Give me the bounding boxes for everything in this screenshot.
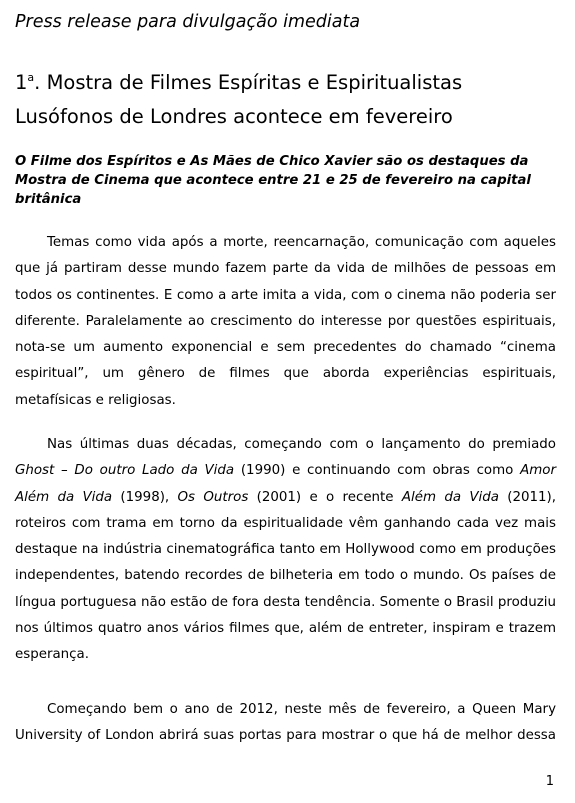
headline-line-1 xyxy=(15,66,560,100)
press-release-kicker: Press release para divulgação imediata xyxy=(15,12,361,32)
paragraph-2-line-3-text-1: (1998), xyxy=(112,489,178,505)
paragraph-2-line-4: roteiros com trama em torno da espiritualidade vêm ganhando cada vez mais xyxy=(15,515,556,531)
paragraph-3-line-2: University of London abrirá suas portas para mostrar o que há de melhor dessa xyxy=(15,728,556,744)
paragraph-2-line-3-text-3: (2011), xyxy=(498,489,557,505)
headline xyxy=(15,66,560,134)
subheadline xyxy=(15,152,563,209)
body-paragraph-2 xyxy=(15,432,556,669)
film-title-alem-da-vida: Além da Vida xyxy=(401,489,499,505)
paragraph-1-line-1: Temas como vida após a morte, reencarnação, comunicação com aqueles xyxy=(47,235,556,250)
paragraph-1-line-2: que já partiram desse mundo fazem parte da vida de milhões de pessoas em xyxy=(15,261,556,277)
paragraph-1-line-4: diferente. Paralelamente ao crescimento do interesse por questões espirituais, xyxy=(15,313,556,329)
headline-line-2: Lusófonos de Londres acontece em fevereiro xyxy=(15,105,453,128)
paragraph-2-line-1: Nas últimas duas décadas, começando com o lançamento do premiado xyxy=(47,437,556,452)
headline-ordinal-superscript: a xyxy=(27,71,35,84)
paragraph-2-line-7: língua portuguesa não estão de fora desta tendência. Somente o Brasil produziu xyxy=(15,594,556,610)
paragraph-2-line-3 xyxy=(15,485,556,511)
subheadline-line-3: britânica xyxy=(15,192,82,207)
headline-ordinal: 1 xyxy=(15,71,28,94)
paragraph-2-line-6: independentes, batendo recordes de bilheteria em todo o mundo. Os países de xyxy=(15,568,556,584)
subheadline-line-1: O Filme dos Espíritos e As Mães de Chico Xavier são os destaques da xyxy=(15,154,529,169)
paragraph-1-line-3: todos os continentes. E como a arte imita a vida, com o cinema não poderia ser xyxy=(15,287,556,303)
headline-line-1-text: . Mostra de Filmes Espíritas e Espiritualistas xyxy=(34,71,463,94)
paragraph-2-line-2 xyxy=(15,458,556,484)
subheadline-line-2: Mostra de Cinema que acontece entre 21 e 25 de fevereiro na capital xyxy=(15,173,531,188)
body-paragraph-3 xyxy=(15,697,556,750)
paragraph-2-line-8: nos últimos quatro anos vários filmes que, além de entreter, inspiram e trazem xyxy=(15,621,556,637)
paragraph-3-line-1: Começando bem o ano de 2012, neste mês de fevereiro, a Queen Mary xyxy=(47,702,556,717)
film-title-amor-part-1: Amor xyxy=(520,463,556,479)
paragraph-1-line-7: metafísicas e religiosas. xyxy=(15,392,176,408)
paragraph-2-line-5: destaque na indústria cinematográfica tanto em Hollywood como em produções xyxy=(15,542,556,558)
paragraph-1-line-6: espiritual”, um gênero de filmes que aborda experiências espirituais, xyxy=(15,366,556,382)
body-paragraph-1 xyxy=(15,230,556,414)
paragraph-1-line-5: nota-se um aumento exponencial e sem precedentes do chamado “cinema xyxy=(15,340,556,356)
paragraph-2-line-9: esperança. xyxy=(15,647,89,663)
paragraph-2-line-3-text-2: (2001) e o recente xyxy=(248,489,402,505)
film-title-amor-part-2: Além da Vida xyxy=(15,489,113,505)
film-title-ghost: Ghost – Do outro Lado da Vida xyxy=(15,463,235,479)
film-title-os-outros: Os Outros xyxy=(177,489,249,505)
paragraph-2-line-2-text: (1990) e continuando com obras como xyxy=(234,463,521,479)
page-number: 1 xyxy=(545,774,554,789)
